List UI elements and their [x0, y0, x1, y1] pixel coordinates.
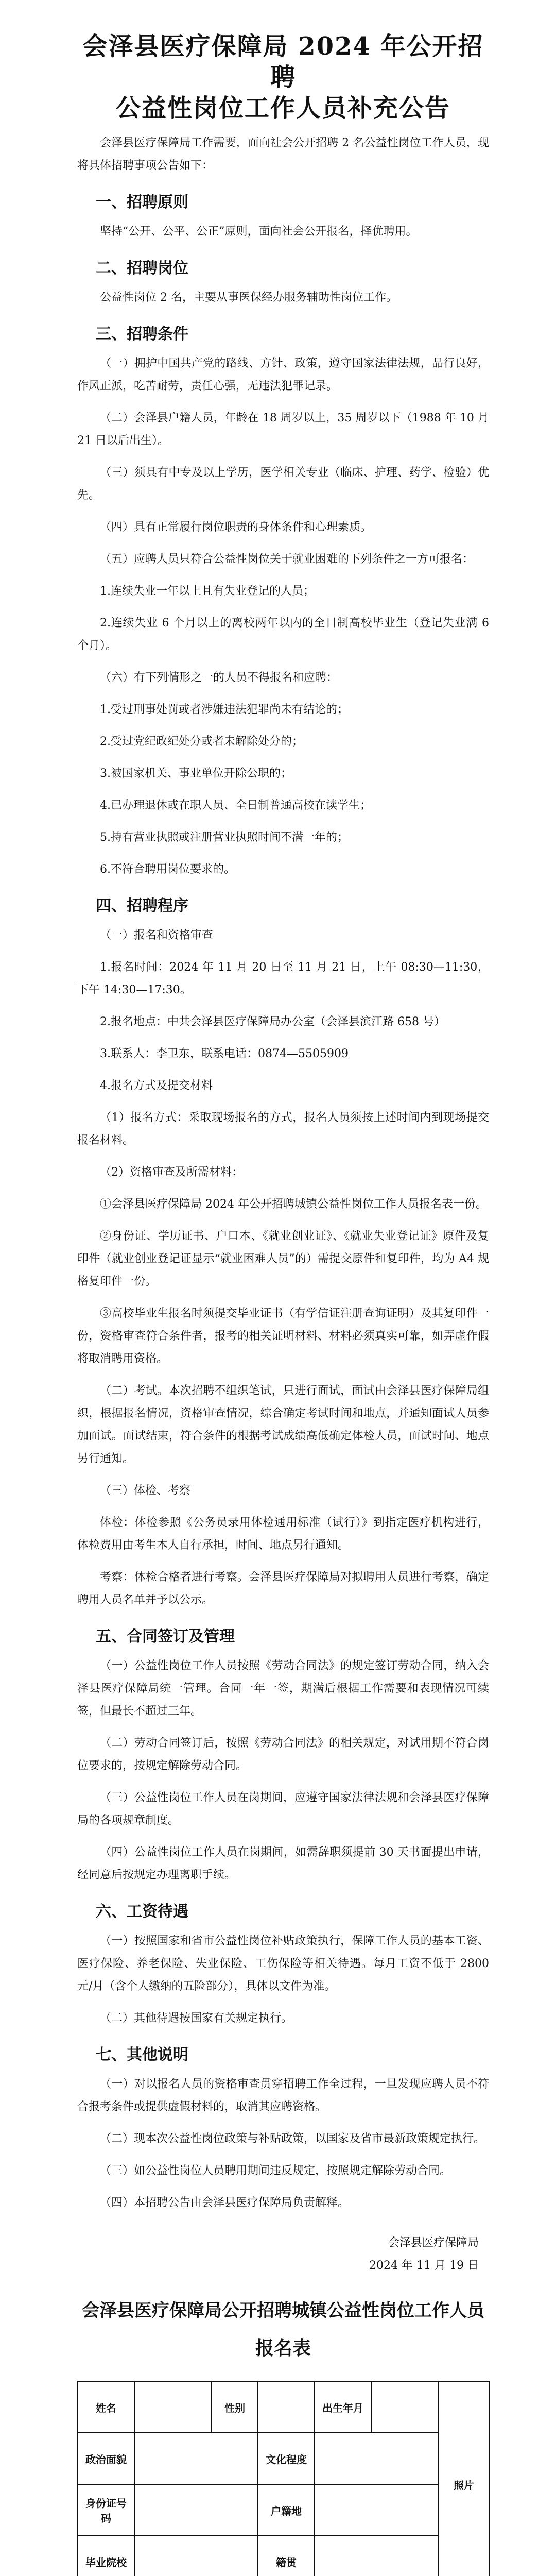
section-2-text: 公益性岗位 2 名，主要从事医保经办服务辅助性岗位工作。 [100, 291, 397, 304]
label-id: 身份证号码 [78, 2484, 134, 2536]
section-6-paragraph: （一）按照国家和省市公益性岗位补贴政策执行，保障工作人员的基本工资、医疗保险、养老保险、失业保险、工伤保险等相关待遇。每月工资不低于 2800 元/月（含个人缴纳的五险部分），具体以文件为准。 [77, 1935, 489, 1993]
notice-title-line1: 会泽县医疗保障局 2024 年公开招聘 [82, 32, 484, 92]
field-school[interactable] [134, 2536, 258, 2576]
photo-box[interactable]: 照片 [438, 2381, 490, 2576]
label-name: 姓名 [78, 2381, 134, 2433]
label-education: 文化程度 [258, 2433, 315, 2484]
label-birth: 出生年月 [315, 2381, 371, 2433]
section-5-paragraph: （四）公益性岗位工作人员在岗期间，如需辞职须提前 30 天书面提出申请，经同意后按规定办理离职手续。 [77, 1846, 489, 1882]
section-3-paragraph: （五）应聘人员只符合公益性岗位关于就业困难的下列条件之一方可报名： [100, 553, 474, 566]
label-hukou: 户籍地 [258, 2484, 315, 2536]
section-4-paragraph: 1.报名时间：2024 年 11 月 20 日至 11 月 21 日，上午 08:30—11:30，下午 14:30—17:30。 [77, 961, 489, 996]
section-5-paragraph: （三）公益性岗位工作人员在岗期间，应遵守国家法律法规和会泽县医疗保障局的各项规章制度。 [77, 1791, 489, 1827]
section-2-title: 二、招聘岗位 [96, 259, 188, 277]
notice-title-line2: 公益性岗位工作人员补充公告 [115, 94, 450, 123]
label-origin: 籍贯 [258, 2536, 315, 2576]
section-3-paragraph: （二）会泽县户籍人员，年龄在 18 周岁以上，35 周岁以下（1988 年 10 月 21 日以后出生）。 [77, 412, 489, 447]
section-4-paragraph: 2.报名地点：中共会泽县医疗保障局办公室（会泽县滨江路 658 号） [100, 1015, 445, 1028]
section-3-paragraph: （三）须具有中专及以上学历，医学相关专业（临床、护理、药学、检验）优先。 [77, 466, 489, 502]
field-gender[interactable] [258, 2381, 315, 2433]
intro-paragraph: 会泽县医疗保障局工作需要，面向社会公开招聘 2 名公益性岗位工作人员，现将具体招聘事项公告如下： [77, 137, 489, 172]
forbid-item: 5.持有营业执照或注册营业执照时间不满一年的； [100, 831, 349, 844]
field-education[interactable] [315, 2433, 438, 2484]
section-4-paragraph: ③高校毕业生报名时须提交毕业证书（有学信证注册查询证明）及其复印件一份，资格审查符合条件者，报考的相关证明材料、材料必须真实可靠，如弄虚作假将取消聘用资格。 [77, 1307, 489, 1365]
section-7-paragraph: （一）对以报名人员的资格审查贯穿招聘工作全过程，一旦发现应聘人员不符合报考条件或提供虚假材料的，取消其应聘资格。 [77, 2078, 489, 2113]
section-6-title: 六、工资待遇 [96, 1903, 188, 1921]
condition-item: 1.连续失业一年以上且有失业登记的人员； [100, 585, 315, 598]
section-4-title: 四、招聘程序 [96, 897, 188, 915]
section-4-paragraph: 4.报名方式及提交材料 [100, 1079, 213, 1092]
field-id[interactable] [134, 2484, 258, 2536]
section-1-text: 坚持“公开、公平、公正”原则，面向社会公开报名，择优聘用。 [100, 225, 418, 238]
forbid-item: 4.已办理退休或在职人员、全日制普通高校在读学生； [100, 799, 371, 812]
section-4-paragraph: （一）报名和资格审查 [100, 929, 214, 942]
condition-item: 2.连续失业 6 个月以上的离校两年以内的全日制高校毕业生（登记失业满 6 个月）。 [77, 617, 489, 652]
forbid-item: 6.不符合聘用岗位要求的。 [100, 863, 235, 876]
signoff-org: 会泽县医疗保障局 [388, 2236, 479, 2249]
forbid-item: 1.受过刑事处罚或者涉嫌违法犯罪尚未有结论的； [100, 703, 349, 716]
section-1-title: 一、招聘原则 [96, 193, 188, 211]
section-5-paragraph: （二）劳动合同签订后，按照《劳动合同法》的相关规定，对试用期不符合岗位要求的，按规定解除劳动合同。 [77, 1737, 489, 1772]
section-4-paragraph: （1）报名方式：采取现场报名的方式，报名人员须按上述时间内到现场提交报名材料。 [77, 1111, 489, 1147]
label-gender: 性别 [212, 2381, 258, 2433]
form-subtitle: 报名表 [255, 2337, 311, 2359]
section-7-paragraph: （二）现本次公益性岗位政策与补贴政策，以国家及省市最新政策规定执行。 [100, 2132, 485, 2145]
section-4-paragraph: （三）体检、考察 [100, 1484, 191, 1497]
section-7-paragraph: （四）本招聘公告由会泽县医疗保障局负责解释。 [100, 2196, 350, 2209]
section-4-paragraph: ②身份证、学历证书、户口本、《就业创业证》、《就业失业登记证》原件及复印件（就业创业登记证显示“就业困难人员”的）需提交原件和复印件，均为 A4 规格复印件一份。 [77, 1230, 489, 1288]
section-5-paragraph: （一）公益性岗位工作人员按照《劳动合同法》的规定签订劳动合同，纳入会泽县医疗保障局统一管理。合同一年一签，期满后根据工作需要和表现情况可续签，但最长不超过三年。 [77, 1659, 489, 1718]
section-7-paragraph: （三）如公益性岗位人员聘用期间违反规定，按照规定解除劳动合同。 [100, 2164, 451, 2177]
section-4-paragraph: （二）考试。本次招聘不组织笔试，只进行面试，面试由会泽县医疗保障局组织，根据报名情况，资格审查情况，综合确定考试时间和地点，并通知面试人员参加面试。面试结束，符合条件的根据考试成绩高低确定体检人员，面试时间、地点另行通知。 [77, 1384, 489, 1465]
section-3-paragraph: （四）具有正常履行岗位职责的身体条件和心理素质。 [100, 521, 372, 534]
section-7-title: 七、其他说明 [96, 2046, 188, 2064]
section-4-paragraph: 3.联系人：李卫东，联系电话：0874—5505909 [100, 1047, 349, 1060]
form-title: 会泽县医疗保障局公开招聘城镇公益性岗位工作人员 [82, 2300, 484, 2321]
section-4-paragraph: 考察：体检合格者进行考察。会泽县医疗保障局对拟聘用人员进行考察，确定聘用人员名单并予以公示。 [77, 1571, 489, 1606]
field-origin[interactable] [315, 2536, 438, 2576]
field-birth[interactable] [371, 2381, 438, 2433]
section-5-title: 五、合同签订及管理 [96, 1628, 235, 1646]
label-school: 毕业院校 [78, 2536, 134, 2576]
registration-form-table [77, 2381, 490, 2576]
section-3-paragraph: （一）拥护中国共产党的路线、方针、政策，遵守国家法律法规，品行良好，作风正派，吃苦耐劳，责任心强，无违法犯罪记录。 [77, 357, 489, 393]
section-4-paragraph: ①会泽县医疗保障局 2024 年公开招聘城镇公益性岗位工作人员报名表一份。 [100, 1198, 487, 1211]
section-4-paragraph: 体检：体检参照《公务员录用体检通用标准（试行）》到指定医疗机构进行，体检费用由考生本人自行承担，时间、地点另行通知。 [77, 1516, 489, 1552]
forbid-item: 3.被国家机关、事业单位开除公职的； [100, 767, 292, 780]
field-hukou[interactable] [315, 2484, 438, 2536]
label-politics: 政治面貌 [78, 2433, 134, 2484]
field-politics[interactable] [134, 2433, 258, 2484]
signoff-date: 2024 年 11 月 19 日 [369, 2259, 479, 2272]
section-3-paragraph: （六）有下列情形之一的人员不得报名和应聘： [100, 671, 338, 684]
section-4-paragraph: （2）资格审查及所需材料： [100, 1166, 243, 1179]
section-3-title: 三、招聘条件 [96, 325, 188, 343]
forbid-item: 2.受过党纪政纪处分或者未解除处分的； [100, 735, 303, 748]
section-6-paragraph: （二）其他待遇按国家有关规定执行。 [100, 2012, 293, 2025]
field-name[interactable] [134, 2381, 212, 2433]
